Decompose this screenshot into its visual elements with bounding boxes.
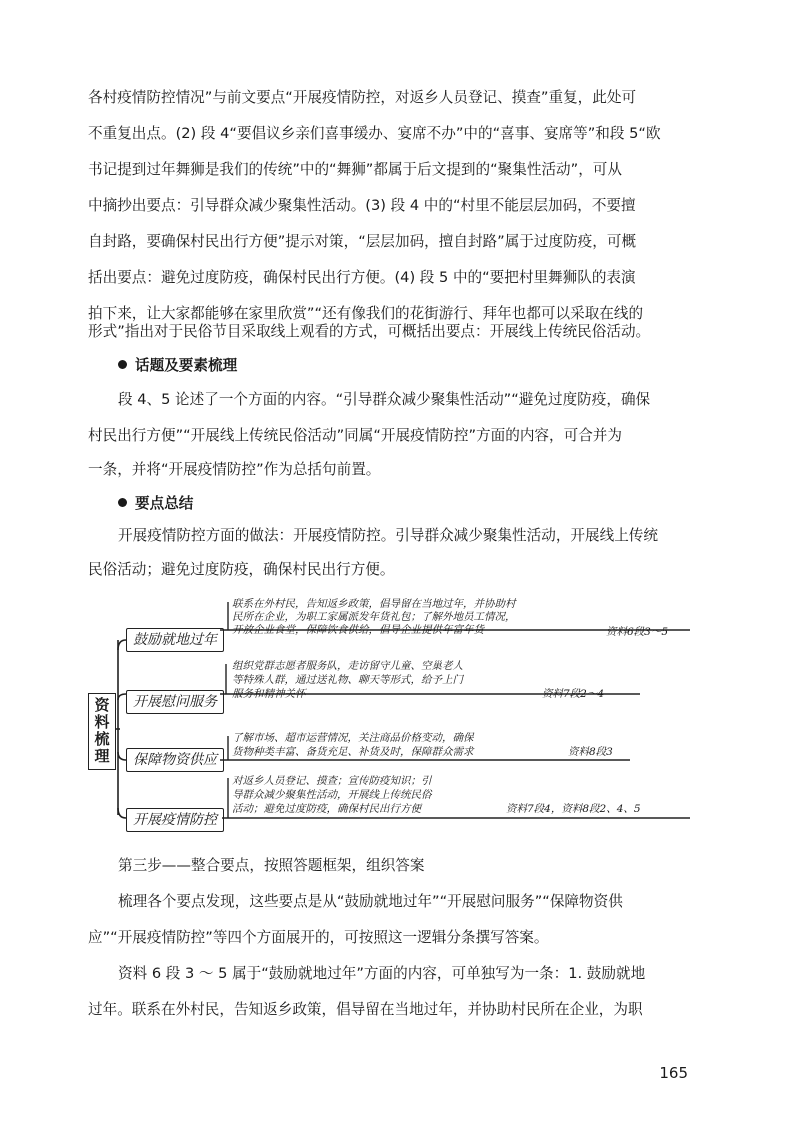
mind-map-branch: 开展疫情防控 — [126, 808, 224, 832]
text-line: 村民出行方便”“开展线上传统民俗活动”同属“开展疫情防控”方面的内容，可合并为 — [88, 427, 622, 444]
branch-detail-line: 对返乡人员登记、摸查；宣传防疫知识；引 — [232, 775, 432, 787]
branch-source: 资料8段3 — [568, 746, 613, 758]
text-line: 形式”指出对于民俗节目采取线上观看的方式，可概括出要点：开展线上传统民俗活动。 — [88, 323, 651, 340]
branch-detail-line: 活动；避免过度防疫，确保村民出行方便 — [232, 803, 421, 815]
step-heading: 第三步——整合要点，按照答题框架，组织答案 — [118, 857, 425, 874]
mind-map-branch: 鼓励就地过年 — [126, 628, 224, 652]
branch-detail-line: 等特殊人群，通过送礼物、聊天等形式，给予上门 — [232, 674, 463, 686]
branch-detail-line: 联系在外村民，告知返乡政策，倡导留在当地过年，并协助村 — [232, 598, 516, 610]
text-line: 梳理各个要点发现，这些要点是从“鼓励就地过年”“开展慰问服务”“保障物资供 — [118, 893, 623, 910]
text-line: 过年。联系在外村民，告知返乡政策，倡导留在当地过年，并协助村民所在企业，为职 — [88, 1001, 643, 1018]
bullet-title: 话题及要素梳理 — [135, 357, 238, 374]
text-line: 书记提到过年舞狮是我们的传统”中的“舞狮”都属于后文提到的“聚集性活动”，可从 — [88, 161, 622, 178]
branch-detail-line: 导群众减少聚集性活动，开展线上传统民俗 — [232, 789, 432, 801]
mind-map-branch: 保障物资供应 — [126, 748, 224, 772]
branch-source: 资料7段4，资料8段2、4、5 — [506, 803, 641, 815]
text-line: 应”“开展疫情防控”等四个方面展开的，可按照这一逻辑分条撰写答案。 — [88, 929, 549, 946]
text-line: 中摘抄出要点：引导群众减少聚集性活动。(3) 段 4 中的“村里不能层层加码，不要擅 — [88, 197, 636, 214]
text-line: 民俗活动；避免过度防疫，确保村民出行方便。 — [88, 561, 395, 578]
branch-source: 资料6段3～5 — [606, 626, 669, 638]
text-line: 自封路，要确保村民出行方便”提示对策，“层层加码，擅自封路”属于过度防疫，可概 — [88, 233, 637, 250]
text-line: 段 4、5 论述了一个方面的内容。“引导群众减少聚集性活动”“避免过度防疫，确保 — [118, 391, 651, 408]
text-line: 括出要点：避免过度防疫，确保村民出行方便。(4) 段 5 中的“要把村里舞狮队的表演 — [88, 269, 636, 286]
branch-detail-line: 货物种类丰富、备货充足、补货及时，保障群众需求 — [232, 746, 474, 758]
branch-detail-line: 了解市场、超市运营情况，关注商品价格变动，确保 — [232, 732, 474, 744]
bullet-title: 要点总结 — [135, 495, 194, 512]
text-line: 拍下来，让大家都能够在家里欣赏”“还有像我们的花街游行、拜年也都可以采取在线的 — [88, 305, 644, 322]
page-number: 165 — [659, 1064, 688, 1082]
text-line: 开展疫情防控方面的做法：开展疫情防控。引导群众减少聚集性活动，开展线上传统 — [118, 527, 658, 544]
text-line: 不重复出点。(2) 段 4“要倡议乡亲们喜事缓办、宴席不办”中的“喜事、宴席等”和段 5“欧 — [88, 125, 661, 142]
text-line: 各村疫情防控情况”与前文要点“开展疫情防控，对返乡人员登记、摸查”重复，此处可 — [88, 89, 637, 106]
branch-source: 资料7段2～4 — [542, 688, 605, 700]
branch-detail-line: 开放企业食堂，保障饮食供给，倡导企业提供年富年货 — [232, 624, 484, 636]
text-line: 一条，并将“开展疫情防控”作为总括句前置。 — [88, 461, 381, 478]
branch-detail-line: 服务和精神关怀 — [232, 688, 306, 700]
branch-detail-line: 民所在企业，为职工家属派发年货礼包；了解外地员工情况， — [232, 611, 516, 623]
mind-map-branch: 开展慰问服务 — [126, 690, 224, 714]
branch-detail-line: 组织党群志愿者服务队，走访留守儿童、空巢老人 — [232, 660, 463, 672]
mind-map-root: 资 料 梳 理 — [88, 693, 116, 770]
text-line: 资料 6 段 3 ～ 5 属于“鼓励就地过年”方面的内容，可单独写为一条：1. 鼓励就地 — [118, 965, 646, 982]
